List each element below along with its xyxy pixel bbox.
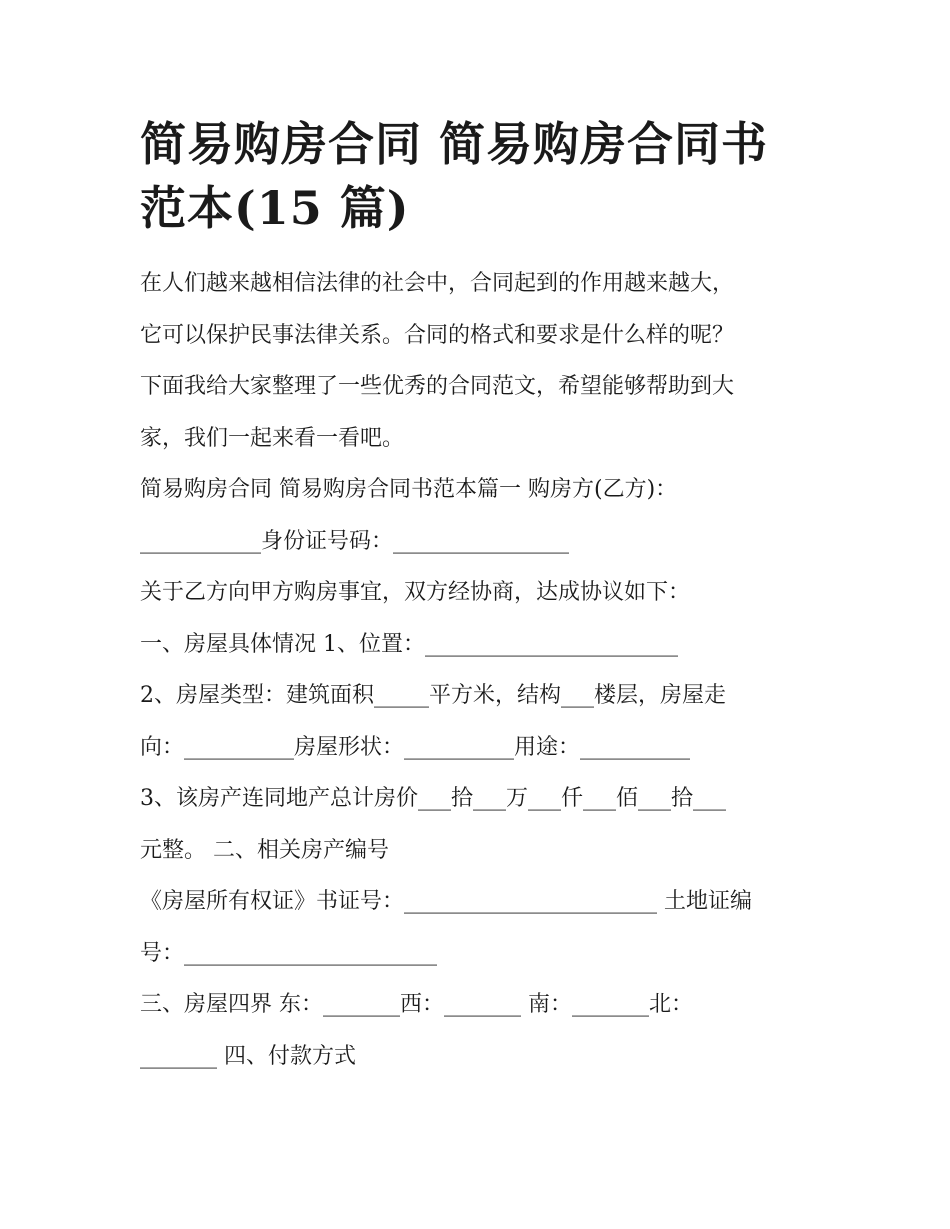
body-line: 简易购房合同 简易购房合同书范本篇一 购房方(乙方)：	[140, 477, 678, 502]
document-page	[140, 112, 820, 1082]
document-title	[140, 112, 820, 240]
body-line: 3、该房产连同地产总计房价___拾___万___仟___佰___拾___	[140, 786, 726, 811]
intro-line: 下面我给大家整理了一些优秀的合同范文，希望能够帮助到大	[140, 374, 735, 399]
body-line: ___________身份证号码：________________	[140, 528, 570, 554]
body-line: 一、房屋具体情况 1、位置：_______________________	[140, 631, 678, 657]
intro-line: 在人们越来越相信法律的社会中，合同起到的作用越来越大，	[140, 271, 735, 296]
title-line-2: 范本(15 篇)	[140, 181, 410, 235]
body-line: 关于乙方向甲方购房事宜，双方经协商，达成协议如下：	[140, 580, 691, 605]
title-line-1: 简易购房合同 简易购房合同书	[140, 117, 769, 171]
body-line: _______ 四、付款方式	[140, 1043, 356, 1069]
body-line: 元整。 二、相关房产编号	[140, 837, 389, 863]
body-line: 三、房屋四界 东：_______西：_______ 南：_______北：	[140, 992, 693, 1017]
intro-line: 它可以保护民事法律关系。合同的格式和要求是什么样的呢？	[140, 322, 735, 348]
contract-body	[140, 464, 820, 1082]
body-line: 向：__________房屋形状：__________用途：__________	[140, 734, 691, 760]
intro-line: 家，我们一起来看一看吧。	[140, 425, 405, 451]
intro-paragraph	[140, 258, 820, 464]
body-line: 2、房屋类型：建筑面积_____平方米，结构___楼层，房屋走	[140, 683, 726, 708]
body-line: 《房屋所有权证》书证号：_______________________ 土地证编	[140, 889, 752, 914]
body-line: 号：_______________________	[140, 940, 438, 966]
